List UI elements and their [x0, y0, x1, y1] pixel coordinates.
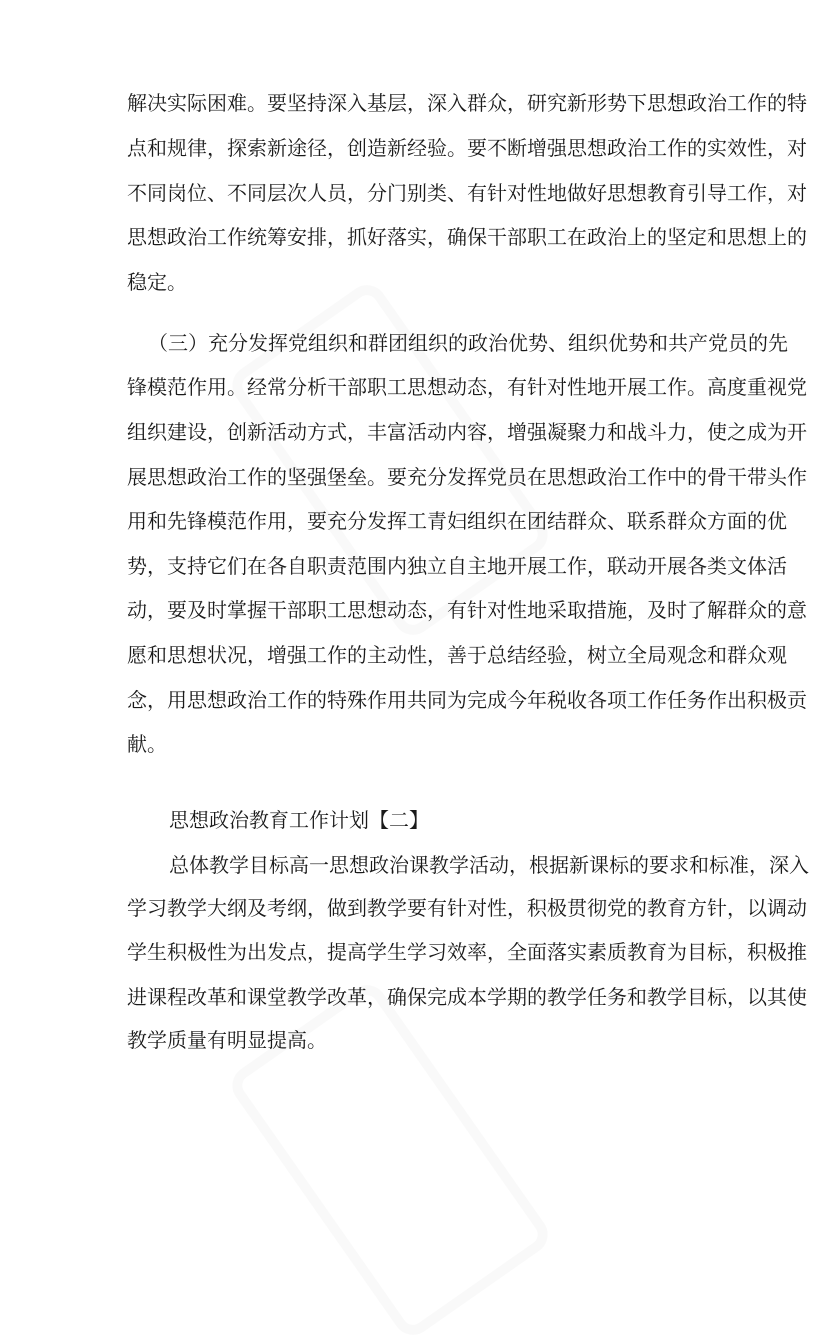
- text-line: 学习教学大纲及考纲，做到教学要有针对性，积极贯彻党的教育方针，以调动: [127, 896, 807, 920]
- text-line: 不同岗位、不同层次人员，分门别类、有针对性地做好思想教育引导工作，对: [127, 181, 807, 205]
- text-line: 锋模范作用。经常分析干部职工思想动态，有针对性地开展工作。高度重视党: [127, 375, 807, 399]
- text-line: 稳定。: [127, 270, 187, 294]
- text-line: 总体教学目标高一思想政治课教学活动，根据新课标的要求和标准，深入: [169, 853, 809, 877]
- text-line: 献。: [127, 732, 167, 756]
- text-line: 动，要及时掌握干部职工思想动态，有针对性地采取措施，及时了解群众的意: [127, 598, 807, 622]
- text-line: （三）充分发挥党组织和群团组织的政治优势、组织优势和共产党员的先: [148, 331, 788, 355]
- text-line: 势，支持它们在各自职责范围内独立自主地开展工作，联动开展各类文体活: [127, 554, 787, 578]
- text-line: 解决实际困难。要坚持深入基层，深入群众，研究新形势下思想政治工作的特: [127, 91, 807, 115]
- text-line: 愿和思想状况，增强工作的主动性，善于总结经验，树立全局观念和群众观: [127, 643, 787, 667]
- text-line: 展思想政治工作的坚强堡垒。要充分发挥党员在思想政治工作中的骨干带头作: [127, 465, 807, 489]
- text-line: 教学质量有明显提高。: [127, 1028, 327, 1052]
- text-line: 思想政治工作统筹安排，抓好落实，确保干部职工在政治上的坚定和思想上的: [127, 225, 807, 249]
- text-line: 学生积极性为出发点，提高学生学习效率，全面落实素质教育为目标，积极推: [127, 940, 807, 964]
- text-line: 用和先锋模范作用，要充分发挥工青妇组织在团结群众、联系群众方面的优: [127, 509, 787, 533]
- text-line: 进课程改革和课堂教学改革，确保完成本学期的教学任务和教学目标，以其使: [127, 985, 807, 1009]
- text-line: 点和规律，探索新途径，创造新经验。要不断增强思想政治工作的实效性，对: [127, 136, 807, 160]
- text-line: 组织建设，创新活动方式，丰富活动内容，增强凝聚力和战斗力，使之成为开: [127, 420, 807, 444]
- section-heading: 思想政治教育工作计划【二】: [169, 808, 429, 832]
- text-line: 念，用思想政治工作的特殊作用共同为完成今年税收各项工作任务作出积极贡: [127, 688, 807, 712]
